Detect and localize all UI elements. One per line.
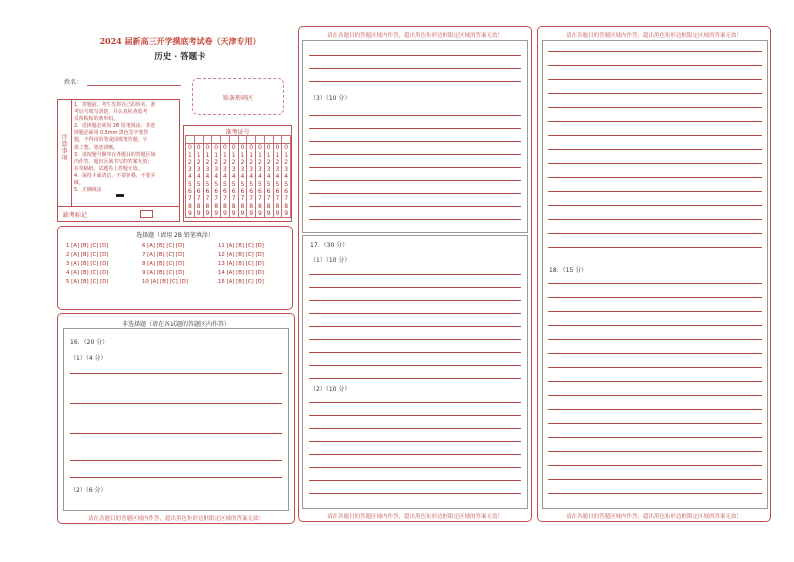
admission-digit-column[interactable] [238,144,247,218]
answer-line[interactable] [548,311,762,312]
answer-line[interactable] [548,395,762,396]
answer-line[interactable] [309,493,521,494]
notice-item: 3．请按题号顺序在各题目的答题区域 [74,151,156,158]
answer-line[interactable] [548,493,762,494]
admission-digit-bubble[interactable]: 6 [205,187,210,195]
admission-digit-bubble[interactable]: 7 [231,195,236,203]
answer-line[interactable] [70,477,282,478]
barcode-label: 贴条形码区 [222,95,253,102]
admission-number-box [183,125,292,222]
notice-item: 4．保持卡面清洁，不要折叠、不要弄 [74,172,156,179]
admission-digit-bubble[interactable]: 7 [222,195,227,203]
admission-digit-bubble[interactable]: 6 [257,187,262,195]
admission-digit-column[interactable] [229,144,238,218]
admission-digit-bubble[interactable]: 8 [196,202,201,210]
admission-digit-bubble[interactable]: 5 [249,180,254,188]
answer-line[interactable] [309,402,521,403]
admission-digit-bubble[interactable]: 9 [266,209,271,217]
answer-line[interactable] [309,68,521,69]
answer-line[interactable] [309,428,521,429]
admission-digit-bubble[interactable]: 5 [231,180,236,188]
admission-digit-bubble[interactable]: 9 [240,209,245,217]
admission-digit-bubble[interactable]: 4 [187,173,192,181]
admission-digit-bubble[interactable]: 5 [214,180,219,188]
admission-label: 准考证号 [225,129,250,136]
answer-line[interactable] [309,206,521,207]
q16-3-label: （3）（10 分） [310,95,351,102]
admission-digit-bubble[interactable]: 4 [231,173,236,181]
admission-digit-bubble[interactable]: 7 [205,195,210,203]
admission-digit-bubble[interactable]: 1 [275,151,280,159]
mc-question-4[interactable]: 4 [A] [B] [C] [D] [66,270,109,276]
admission-digit-bubble[interactable]: 1 [249,151,254,159]
admission-write-cell[interactable] [229,136,238,144]
admission-digit-bubble[interactable]: 6 [231,187,236,195]
q17-frame [302,235,528,509]
absent-checkbox[interactable] [140,210,153,218]
admission-digit-bubble[interactable]: 0 [231,144,236,152]
admission-digit-bubble[interactable]: 9 [249,209,254,217]
answer-line[interactable] [70,403,282,404]
admission-digit-bubble[interactable]: 3 [257,166,262,174]
admission-digit-bubble[interactable]: 2 [231,158,236,166]
answer-line[interactable] [309,55,521,56]
answer-line[interactable] [548,325,762,326]
correct-fill-sample [116,194,124,197]
admission-write-cell[interactable] [212,136,221,144]
answer-line[interactable] [548,205,762,206]
admission-digit-bubble[interactable]: 4 [266,173,271,181]
answer-line[interactable] [309,141,521,142]
admission-digit-bubble[interactable]: 5 [275,180,280,188]
admission-digit-bubble[interactable]: 4 [284,173,289,181]
admission-digit-bubble[interactable]: 4 [205,173,210,181]
answer-line[interactable] [548,247,762,248]
answer-line[interactable] [309,365,521,366]
notice-item: 在草稿纸、试题卷上答题无效。 [74,165,143,172]
admission-digit-bubble[interactable]: 6 [266,187,271,195]
admission-digit-bubble[interactable]: 1 [284,151,289,159]
admission-digit-bubble[interactable]: 1 [187,151,192,159]
admission-digit-column[interactable] [256,144,265,218]
admission-digit-bubble[interactable]: 9 [275,209,280,217]
admission-digit-bubble[interactable]: 0 [214,144,219,152]
admission-digit-bubble[interactable]: 2 [240,158,245,166]
admission-digit-bubble[interactable]: 3 [214,166,219,174]
admission-digit-bubble[interactable]: 5 [205,180,210,188]
admission-grid[interactable] [185,135,291,218]
admission-digit-bubble[interactable]: 4 [240,173,245,181]
admission-digit-bubble[interactable]: 1 [222,151,227,159]
admission-digit-bubble[interactable]: 4 [257,173,262,181]
admission-digit-column[interactable] [203,144,212,218]
answer-line[interactable] [548,465,762,466]
answer-line[interactable] [309,467,521,468]
mc-question-15[interactable]: 15 [A] [B] [C] [D] [218,279,264,285]
admission-digit-bubble[interactable]: 6 [275,187,280,195]
answer-line[interactable] [548,381,762,382]
q17-q18-frame [542,40,768,509]
mc-question-12[interactable]: 12 [A] [B] [C] [D] [218,252,264,258]
admission-digit-bubble[interactable]: 3 [187,166,192,174]
mc-question-10[interactable]: 10 [A] [B] [C] [D] [142,279,188,285]
admission-digit-bubble[interactable]: 9 [196,209,201,217]
admission-digit-bubble[interactable]: 9 [205,209,210,217]
admission-digit-bubble[interactable]: 7 [249,195,254,203]
admission-digit-bubble[interactable]: 0 [257,144,262,152]
answer-line[interactable] [309,180,521,181]
admission-digit-bubble[interactable]: 1 [196,151,201,159]
answer-line[interactable] [309,193,521,194]
admission-write-cell[interactable] [238,136,247,144]
answer-line[interactable] [548,107,762,108]
admission-write-cell[interactable] [194,136,203,144]
answer-line[interactable] [548,339,762,340]
mc-title: 选择题（请用 2B 铅笔填涂） [136,232,214,239]
answer-line[interactable] [548,451,762,452]
answer-line[interactable] [548,437,762,438]
admission-digit-bubble[interactable]: 4 [275,173,280,181]
answer-line[interactable] [309,352,521,353]
q16-2-label: （2）（6 分） [70,487,107,494]
admission-digit-bubble[interactable]: 0 [284,144,289,152]
admission-digit-bubble[interactable]: 1 [240,151,245,159]
q16-answer-frame [63,328,289,511]
answer-line[interactable] [309,415,521,416]
notice-item: 员所粘贴的条形码。 [74,116,119,123]
admission-digit-bubble[interactable]: 9 [222,209,227,217]
answer-line[interactable] [548,297,762,298]
notice-item: 考证号填写清楚，并认真检查监考 [74,109,148,116]
admission-digit-bubble[interactable]: 8 [257,202,262,210]
admission-write-cell[interactable] [247,136,256,144]
barcode-area [192,78,284,115]
admission-digit-bubble[interactable]: 6 [284,187,289,195]
admission-digit-bubble[interactable]: 3 [284,166,289,174]
answer-line[interactable] [70,433,282,434]
admission-digit-bubble[interactable]: 3 [240,166,245,174]
admission-digit-column[interactable] [273,144,282,218]
admission-digit-bubble[interactable]: 1 [205,151,210,159]
q16-1-label: （1）（4 分） [70,355,107,362]
admission-digit-bubble[interactable]: 6 [187,187,192,195]
answer-line[interactable] [309,154,521,155]
answer-notice-middle-top: 请在各题目的答题区域内作答，超出黑色矩形边框限定区域的答案无效！ [326,33,503,39]
admission-digit-bubble[interactable]: 9 [214,209,219,217]
admission-digit-bubble[interactable]: 3 [196,166,201,174]
answer-line[interactable] [309,441,521,442]
admission-digit-bubble[interactable]: 5 [266,180,271,188]
nonmc-panel [57,313,295,524]
admission-digit-bubble[interactable]: 8 [205,202,210,210]
absent-label: 缺考标记 [63,212,88,219]
admission-digit-bubble[interactable]: 0 [249,144,254,152]
answer-line[interactable] [309,480,521,481]
admission-write-cell[interactable] [203,136,212,144]
admission-digit-bubble[interactable]: 8 [284,202,289,210]
q16-cont-frame [302,40,528,233]
admission-write-cell[interactable] [256,136,265,144]
admission-digit-bubble[interactable]: 3 [231,166,236,174]
admission-digit-bubble[interactable]: 7 [214,195,219,203]
answer-line[interactable] [548,121,762,122]
mc-question-13[interactable]: 13 [A] [B] [C] [D] [218,261,264,267]
answer-line[interactable] [548,233,762,234]
mc-question-14[interactable]: 14 [A] [B] [C] [D] [218,270,264,276]
admission-digit-bubble[interactable]: 5 [196,180,201,188]
q17-1-label: （1）（10 分） [310,257,351,264]
answer-line[interactable] [309,81,521,82]
admission-digit-bubble[interactable]: 6 [249,187,254,195]
notice-item: 1．答题前，考生先将自己的姓名、准 [74,102,156,108]
answer-line[interactable] [309,274,521,275]
admission-digit-bubble[interactable]: 1 [257,151,262,159]
name-label: 姓名： [64,79,83,86]
admission-digit-bubble[interactable]: 5 [284,180,289,188]
admission-digit-bubble[interactable]: 0 [196,144,201,152]
notice-item: 5．正确填涂 [74,187,102,194]
answer-line[interactable] [70,460,282,461]
answer-line[interactable] [548,367,762,368]
admission-digit-bubble[interactable]: 0 [222,144,227,152]
admission-digit-column[interactable] [247,144,256,218]
admission-digit-column[interactable] [186,144,195,218]
mc-question-8[interactable]: 8 [A] [B] [C] [D] [142,261,185,267]
admission-digit-bubble[interactable]: 3 [222,166,227,174]
exam-title: 2024 届新高三开学摸底考试卷（天津专用） [99,36,261,46]
answer-line[interactable] [548,163,762,164]
admission-digit-column[interactable] [282,144,291,218]
admission-digit-bubble[interactable]: 6 [214,187,219,195]
notice-side-label: 注意事项 [58,100,72,206]
admission-digit-bubble[interactable]: 7 [196,195,201,203]
admission-digit-bubble[interactable]: 3 [275,166,280,174]
answer-line[interactable] [309,300,521,301]
answer-notice-right-bottom: 请在各题目的答题区域内作答，超出黑色矩形边框限定区域的答案无效！ [565,514,742,520]
notice-item: 2．选择题必须用 2B 铅笔填涂；非选 [74,123,156,130]
admission-digit-column[interactable] [194,144,203,218]
answer-line[interactable] [548,479,762,480]
notice-item: 体工整、笔迹清晰。 [74,144,119,151]
admission-digit-bubble[interactable]: 0 [275,144,280,152]
mc-question-2[interactable]: 2 [A] [B] [C] [D] [66,252,109,258]
admission-digit-bubble[interactable]: 8 [222,202,227,210]
admission-digit-column[interactable] [264,144,273,218]
mc-question-1[interactable]: 1 [A] [B] [C] [D] [66,243,109,249]
admission-digit-bubble[interactable]: 9 [187,209,192,217]
mc-question-11[interactable]: 11 [A] [B] [C] [D] [218,243,264,249]
admission-digit-bubble[interactable]: 8 [240,202,245,210]
answer-line[interactable] [548,65,762,66]
admission-digit-bubble[interactable]: 6 [240,187,245,195]
notice-box [57,99,180,207]
answer-line[interactable] [548,51,762,52]
admission-write-cell[interactable] [282,136,291,144]
notice-item: 择题必须用 0.5mm 黑色签字笔答 [74,130,149,137]
notice-item: 题，不得用铅笔或圆珠笔答题；字 [74,137,148,144]
admission-digit-bubble[interactable]: 5 [187,180,192,188]
admission-digit-bubble[interactable]: 6 [196,187,201,195]
answer-line[interactable] [309,128,521,129]
admission-digit-bubble[interactable]: 3 [249,166,254,174]
notice-list [74,102,177,194]
admission-digit-bubble[interactable]: 2 [284,158,289,166]
admission-digit-bubble[interactable]: 0 [205,144,210,152]
answer-line[interactable] [548,93,762,94]
answer-line[interactable] [309,339,521,340]
mc-question-5[interactable]: 5 [A] [B] [C] [D] [66,279,109,285]
answer-line[interactable] [309,326,521,327]
answer-notice-right-top: 请在各题目的答题区域内作答，超出黑色矩形边框限定区域的答案无效！ [565,33,742,39]
admission-write-cell[interactable] [264,136,273,144]
admission-digit-bubble[interactable]: 1 [214,151,219,159]
admission-digit-bubble[interactable]: 4 [249,173,254,181]
answer-notice-left: 请在各题目的答题区域内作答，超出黑色矩形边框限定区域的答案无效！ [87,516,264,522]
admission-digit-bubble[interactable]: 2 [266,158,271,166]
right-panel [537,26,771,522]
answer-line[interactable] [548,191,762,192]
answer-line[interactable] [548,423,762,424]
admission-digit-bubble[interactable]: 0 [240,144,245,152]
middle-panel [298,26,532,522]
admission-digit-bubble[interactable]: 8 [275,202,280,210]
q18-label: 18．（15 分） [549,267,588,274]
admission-digit-bubble[interactable]: 7 [284,195,289,203]
admission-digit-bubble[interactable]: 7 [240,195,245,203]
admission-digit-bubble[interactable]: 4 [214,173,219,181]
mc-question-6[interactable]: 6 [A] [B] [C] [D] [142,243,185,249]
admission-digit-bubble[interactable]: 5 [240,180,245,188]
admission-digit-bubble[interactable]: 7 [266,195,271,203]
admission-digit-bubble[interactable]: 8 [231,202,236,210]
admission-write-cell[interactable] [221,136,230,144]
mc-panel [57,226,293,310]
answer-line[interactable] [309,454,521,455]
admission-digit-bubble[interactable]: 0 [266,144,271,152]
admission-digit-bubble[interactable]: 2 [205,158,210,166]
answer-notice-middle-bottom: 请在各题目的答题区域内作答，超出黑色矩形边框限定区域的答案无效！ [326,514,503,520]
admission-digit-bubble[interactable]: 7 [257,195,262,203]
admission-digit-bubble[interactable]: 2 [249,158,254,166]
admission-digit-bubble[interactable]: 2 [196,158,201,166]
answer-line[interactable] [309,313,521,314]
name-field[interactable] [87,85,181,86]
q17-label: 17．（30 分） [310,242,349,249]
absent-box [57,207,180,222]
notice-item: 破。 [74,180,84,187]
answer-line[interactable] [309,287,521,288]
admission-digit-bubble[interactable]: 4 [222,173,227,181]
admission-digit-column[interactable] [212,144,221,218]
answer-line[interactable] [548,353,762,354]
admission-digit-bubble[interactable]: 6 [222,187,227,195]
admission-digit-bubble[interactable]: 0 [187,144,192,152]
admission-digit-bubble[interactable]: 2 [214,158,219,166]
answer-line[interactable] [70,373,282,374]
notice-item: 内作答，超出区域书写的答案无效； [74,158,153,165]
admission-digit-bubble[interactable]: 8 [214,202,219,210]
answer-line[interactable] [309,378,521,379]
answer-line[interactable] [548,177,762,178]
nonmc-title: 非选择题（请在各试题的答题区内作答） [121,321,230,328]
answer-line[interactable] [548,409,762,410]
admission-digit-bubble[interactable]: 7 [275,195,280,203]
mc-question-3[interactable]: 3 [A] [B] [C] [D] [66,261,109,267]
admission-digit-bubble[interactable]: 9 [284,209,289,217]
admission-digit-bubble[interactable]: 5 [222,180,227,188]
answer-line[interactable] [548,79,762,80]
answer-line[interactable] [309,115,521,116]
card-subtitle: 历史 · 答题卡 [154,52,206,62]
answer-line[interactable] [548,219,762,220]
admission-digit-bubble[interactable]: 3 [266,166,271,174]
admission-digit-column[interactable] [221,144,230,218]
admission-digit-bubble[interactable]: 1 [231,151,236,159]
admission-digit-bubble[interactable]: 8 [266,202,271,210]
answer-line[interactable] [309,219,521,220]
admission-digit-bubble[interactable]: 2 [257,158,262,166]
answer-line[interactable] [548,283,762,284]
admission-digit-bubble[interactable]: 2 [222,158,227,166]
admission-digit-bubble[interactable]: 7 [187,195,192,203]
answer-line[interactable] [548,149,762,150]
admission-digit-bubble[interactable]: 3 [205,166,210,174]
admission-digit-bubble[interactable]: 8 [187,202,192,210]
admission-write-cell[interactable] [186,136,195,144]
admission-digit-bubble[interactable]: 5 [257,180,262,188]
mc-question-7[interactable]: 7 [A] [B] [C] [D] [142,252,185,258]
mc-question-9[interactable]: 9 [A] [B] [C] [D] [142,270,185,276]
answer-line[interactable] [548,135,762,136]
admission-digit-bubble[interactable]: 9 [231,209,236,217]
admission-digit-bubble[interactable]: 9 [257,209,262,217]
admission-write-cell[interactable] [273,136,282,144]
answer-line[interactable] [309,167,521,168]
q17-2-label: （2）（10 分） [310,386,351,393]
admission-digit-bubble[interactable]: 2 [187,158,192,166]
admission-digit-bubble[interactable]: 8 [249,202,254,210]
admission-digit-bubble[interactable]: 1 [266,151,271,159]
admission-digit-bubble[interactable]: 2 [275,158,280,166]
q16-label: 16．（20 分） [70,339,109,346]
admission-digit-bubble[interactable]: 4 [196,173,201,181]
